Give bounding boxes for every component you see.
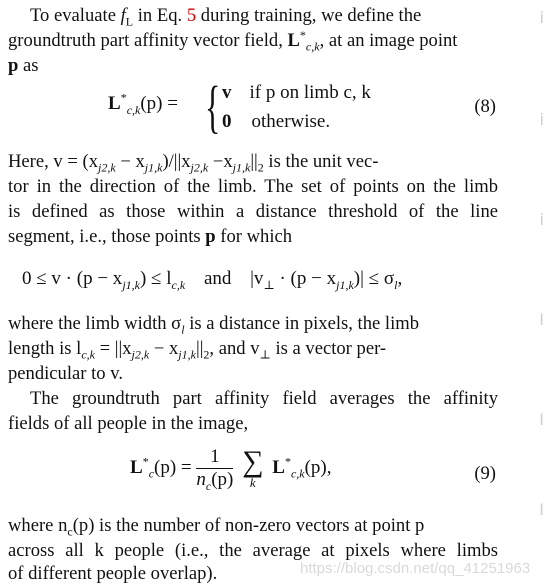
equation-ref-link[interactable]: 5 [186, 5, 197, 26]
margin-mark: I [539, 500, 544, 519]
para2-line2: tor in the direction of the limb. The set of points on the limb [8, 176, 498, 197]
margin-mark: i [539, 110, 544, 129]
eq9: $L^*_c(p)$ = $\frac{1}{n_c(p)}$ ∑ k $L^*_{c,k}(p)$, [130, 444, 332, 493]
eq9-fraction: $\frac{1}{n_c(p)}$ [196, 446, 234, 493]
eq9-number: (9) [474, 463, 496, 484]
limb-inequality: $0 \le v \cdot (p - x_{j1,k}) \le l_{c,k}$ and $|v_\perp \cdot (p - x_{j1,k})| \le \sigma_l$, [22, 268, 403, 292]
para1-line1: To evaluate $f_L$ in Eq. 5 during training, we define the [30, 5, 422, 29]
eq8-brace: { [205, 74, 221, 139]
eq9-sum: ∑ k [242, 444, 264, 490]
margin-mark: i [539, 210, 544, 229]
para1-line2: groundtruth part affinity vector field, $L^*_{c,k}$, at an image point [8, 27, 458, 54]
eq8-lhs: $L^*_{c,k}(p)$ = [108, 90, 178, 117]
para5-line1: where $n_c(p)$ is the number of non-zero vectors at point p [8, 515, 425, 539]
eq8-case2: 0 otherwise. [222, 111, 331, 132]
watermark-text: https://blog.csdn.net/qq_41251963 [300, 560, 531, 577]
para5-line3: of different people overlap). [8, 563, 218, 584]
para4-line1: The groundtruth part affinity field averages the affinity [30, 388, 498, 409]
eq8-case1: v if p on limb c, k [222, 82, 371, 103]
para4-line2: fields of all people in the image, [8, 413, 249, 434]
para1-line3: p as [8, 55, 39, 76]
para2-line1: Here, $v = (x_{j2,k} - x_{j1,k})/||x_{j2,k} -x_{j1,k}||_2$ is the unit vec- [8, 151, 379, 175]
margin-mark: i [539, 8, 544, 27]
para2-line3: is defined as those within a distance threshold of the line [8, 201, 498, 222]
para3-line3: pendicular to v. [8, 363, 123, 384]
para5-line2: across all k people (i.e., the average at pixels where limbs [8, 540, 498, 561]
margin-mark: I [539, 310, 544, 329]
para3-line1: where the limb width $\sigma_l$ is a distance in pixels, the limb [8, 313, 419, 337]
margin-mark: I [539, 410, 544, 429]
para3-line2: length is $l_{c,k} = ||x_{j2,k} - x_{j1,k}||_2$, and $v_\perp$ is a vector per- [8, 338, 387, 362]
para2-line4: segment, i.e., those points p for which [8, 226, 293, 247]
eq8-number: (8) [474, 96, 496, 117]
